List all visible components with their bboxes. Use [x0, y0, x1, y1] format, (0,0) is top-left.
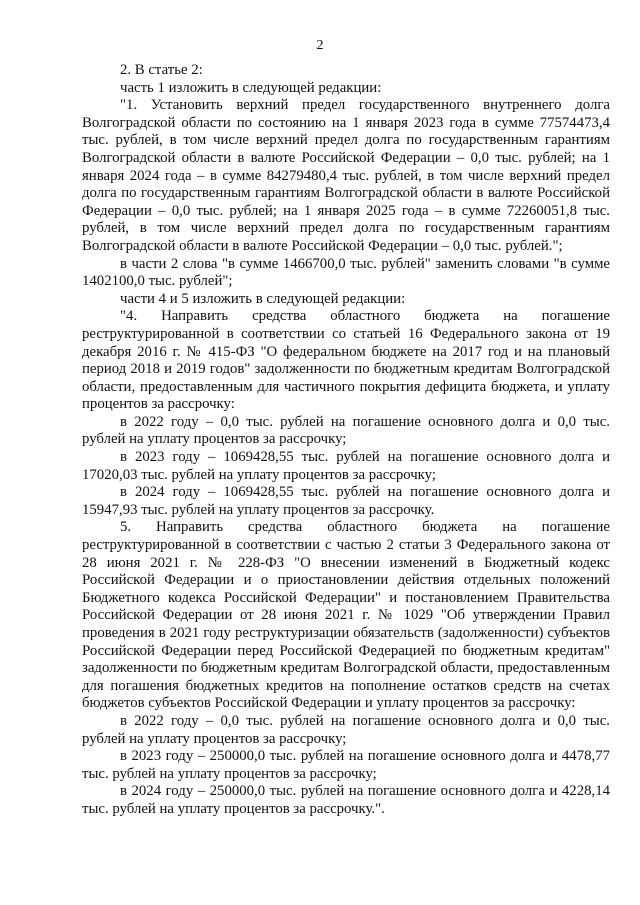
paragraph-part-4-2022: в 2022 году – 0,0 тыс. рублей на погашение основного долга и 0,0 тыс. рублей на уплату процентов за рассрочку;	[82, 413, 610, 448]
page-number: 2	[316, 38, 324, 53]
paragraph-part-4-2024: в 2024 году – 1069428,55 тыс. рублей на погашение основного долга и 15947,93 тыс. рублей на уплату процентов за рассрочку.	[82, 484, 610, 518]
document-body	[82, 62, 610, 819]
paragraph-part-5-2024: в 2024 году – 250000,0 тыс. рублей на погашение основного долга и 4228,14 тыс. рублей на уплату процентов за рассрочку.".	[82, 783, 610, 817]
paragraph-debt-limit: "1. Установить верхний предел государственного внутреннего долга Волгоградской области по состоянию на 1 января 2023 года в сумме 77574473,4 тыс. рублей, в том числе верхний предел долга по государственным гарантиям Волгоградской области в валюте Российской Федерации – 0,0 тыс. рублей; на 1 января 2024 года – в сумме 84279480,4 тыс. рублей, в том числе верхний предел долга по государственным гарантиям Волгоградской области в валюте Российской Федерации – 0,0 тыс. рублей; на 1 января 2025 года – в сумме 72260051,8 тыс. рублей, в том числе верхний предел долга по государственным гарантиям Волгоградской области в валюте Российской Федерации – 0,0 тыс. рублей.";	[82, 97, 610, 254]
paragraph-part-5-2023: в 2023 году – 250000,0 тыс. рублей на погашение основного долга и 4478,77 тыс. рублей на уплату процентов за рассрочку;	[82, 748, 610, 782]
paragraph-part-4-2023: в 2023 году – 1069428,55 тыс. рублей на погашение основного долга и 17020,03 тыс. рублей на уплату процентов за рассрочку;	[82, 449, 610, 483]
paragraph-part-5: 5. Направить средства областного бюджета на погашение реструктурированной в соответствии с частью 2 статьи 3 Федерального закона от 28 июня 2021 г. № 228-ФЗ "О внесении изменений в Бюджетный кодекс Российской Федерации и о приостановлении действия отдельных положений Бюджетного кодекса Российской Федерации" и постановлением Правительства Российской Федерации от 28 июня 2021 г. № 1029 "Об утверждении Правил проведения в 2021 году реструктуризации обязательств (задолженности) субъектов Российской Федерации перед Российской Федерацией по бюджетным кредитам" задолженности по бюджетным кредитам Волгоградской области, предоставленным для погашения бюджетных кредитов на пополнение остатков средств на счетах бюджетов субъектов Российской Федерации и уплату процентов за рассрочку:	[82, 519, 610, 712]
paragraph-part-4: "4. Направить средства областного бюджета на погашение реструктурированной в соответствии со статьей 16 Федерального закона от 19 декабря 2016 г. № 415-ФЗ "О федеральном бюджете на 2017 год и на плановый период 2018 и 2019 годов" задолженности по бюджетным кредитам Волгоградской области, предоставленным для частичного покрытия дефицита бюджета, и уплату процентов за рассрочку:	[82, 308, 610, 413]
paragraph-article-2-heading: 2. В статье 2:	[120, 62, 203, 78]
paragraph-part-5-2022: в 2022 году – 0,0 тыс. рублей на погашение основного долга и 0,0 тыс. рублей на уплату процентов за рассрочку;	[82, 712, 610, 747]
paragraph-part-1-intro: часть 1 изложить в следующей редакции:	[120, 79, 382, 96]
paragraph-parts-4-5-intro: части 4 и 5 изложить в следующей редакции:	[120, 290, 406, 307]
paragraph-part-2-amendment: в части 2 слова "в сумме 1466700,0 тыс. рублей" заменить словами "в сумме 1402100,0 тыс. рублей";	[82, 255, 610, 290]
